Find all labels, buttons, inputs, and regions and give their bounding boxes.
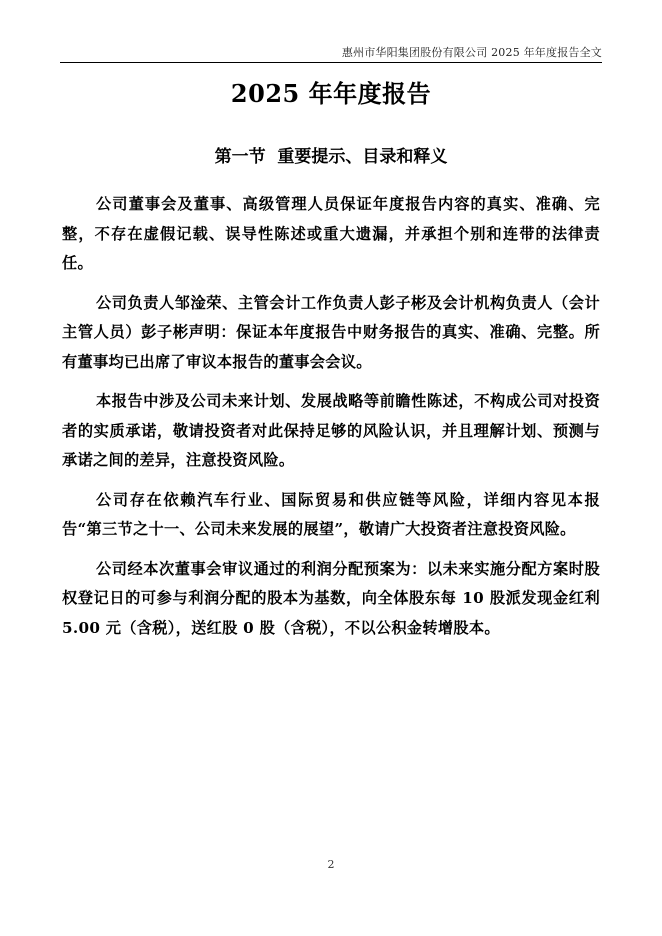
- page-number: 2: [327, 858, 335, 871]
- report-title: 2025 年年度报告: [230, 79, 432, 108]
- section-title: 第一节 重要提示、目录和释义: [214, 147, 448, 167]
- paragraph-profit-distribution: 公司经本次董事会审议通过的利润分配预案为：以未来实施分配方案时股权登记日的可参与利润分配的股本为基数，向全体股东每 10 股派发现金红利 5.00 元（含税），送红股 0 股（含税），不以公积金转增股本。: [62, 559, 600, 637]
- paragraph-forward-looking: 本报告中涉及公司未来计划、发展战略等前瞻性陈述，不构成公司对投资者的实质承诺，敬请投资者对此保持足够的风险认识，并且理解计划、预测与承诺之间的差异，注意投资风险。: [62, 392, 600, 469]
- running-header: 惠州市华阳集团股份有限公司 2025 年年度报告全文: [341, 46, 602, 59]
- important-notice-body: [62, 190, 600, 653]
- header-rule: [60, 62, 602, 63]
- paragraph-board-guarantee: 公司董事会及董事、高级管理人员保证年度报告内容的真实、准确、完整，不存在虚假记载、误导性陈述或重大遗漏，并承担个别和连带的法律责任。: [62, 195, 600, 272]
- paragraph-risk-factors: 公司存在依赖汽车行业、国际贸易和供应链等风险，详细内容见本报告“第三节之十一、公司未来发展的展望”，敬请广大投资者注意投资风险。: [62, 490, 600, 538]
- paragraph-responsible-persons: 公司负责人邹淦荣、主管会计工作负责人彭子彬及会计机构负责人（会计主管人员）彭子彬声明：保证本年度报告中财务报告的真实、准确、完整。所有董事均已出席了审议本报告的董事会会议。: [62, 293, 600, 371]
